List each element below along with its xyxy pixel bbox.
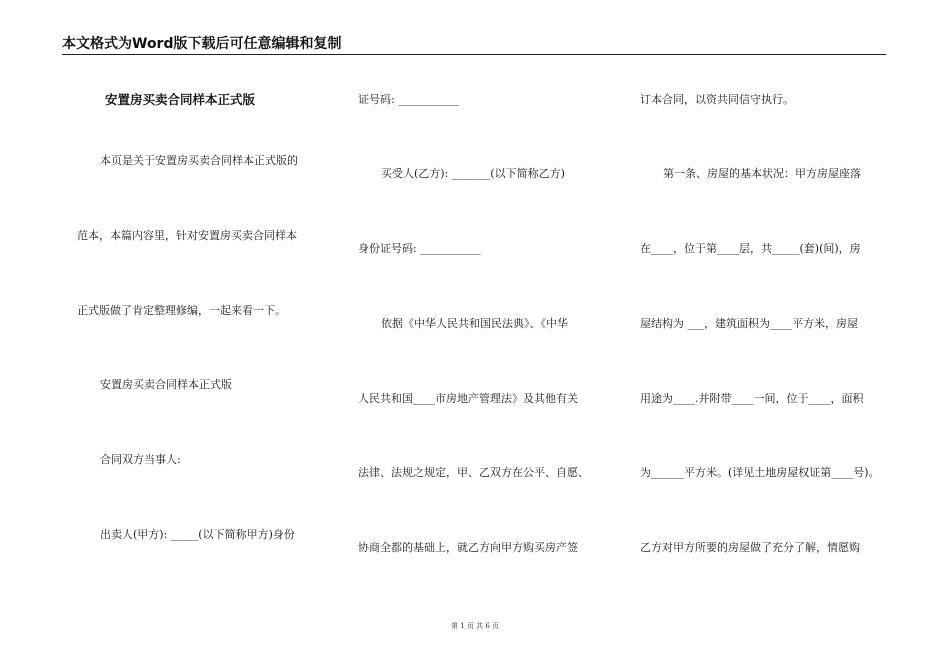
col3-line-1: 订本合同，以资共同信守执行。 bbox=[640, 93, 794, 106]
col3-line-6: 为______平方米。(详见土地房屋权证第____号)。 bbox=[640, 466, 880, 479]
col3-line-7: 乙方对甲方所要的房屋做了充分了解，情愿购 bbox=[640, 541, 860, 554]
col2-line-3: 身份证号码: ___________ bbox=[358, 242, 481, 255]
col2-line-5: 人民共和国____市房地产管理法》及其他有关 bbox=[358, 392, 578, 405]
page-number: 第 1 页 共 6 页 bbox=[450, 622, 500, 630]
col2-line-4: 依据《中华人民共和国民法典》、《中华 bbox=[381, 317, 568, 330]
col2-line-7: 协商全都的基础上，就乙方向甲方购买房产签 bbox=[358, 541, 578, 554]
col3-line-4: 屋结构为 ___，建筑面积为____平方米，房屋 bbox=[640, 317, 858, 330]
col1-line-3: 正式版做了肯定整理修编，一起来看一下。 bbox=[77, 304, 286, 317]
page-header bbox=[62, 36, 886, 55]
col2-line-2: 买受人(乙方): _______(以下简称乙方) bbox=[381, 167, 565, 180]
col1-line-5: 合同双方当事人: bbox=[100, 453, 181, 466]
col1-line-1: 本页是关于安置房买卖合同样本正式版的 bbox=[100, 154, 298, 167]
col1-line-4: 安置房买卖合同样本正式版 bbox=[100, 378, 232, 391]
col3-line-5: 用途为____.并附带____一间，位于____，面积 bbox=[640, 392, 864, 405]
col2-line-1: 证号码: ___________ bbox=[358, 93, 459, 106]
col3-line-3: 在____，位于第____层，共_____(套)(间)，房 bbox=[640, 242, 861, 255]
col1-line-6: 出卖人(甲方): _____(以下简称甲方)身份 bbox=[100, 528, 295, 541]
col2-line-6: 法律、法规之规定，甲、乙双方在公平、自愿、 bbox=[358, 466, 589, 479]
header-title: 本文格式为Word版下载后可任意编辑和复制 bbox=[62, 36, 342, 52]
col1-line-2: 范本，本篇内容里，针对安置房买卖合同样本 bbox=[77, 229, 297, 242]
document-title: 安置房买卖合同样本正式版 bbox=[105, 92, 256, 107]
col3-line-2: 第一条、房屋的基本状况：甲方房屋座落 bbox=[663, 167, 861, 180]
